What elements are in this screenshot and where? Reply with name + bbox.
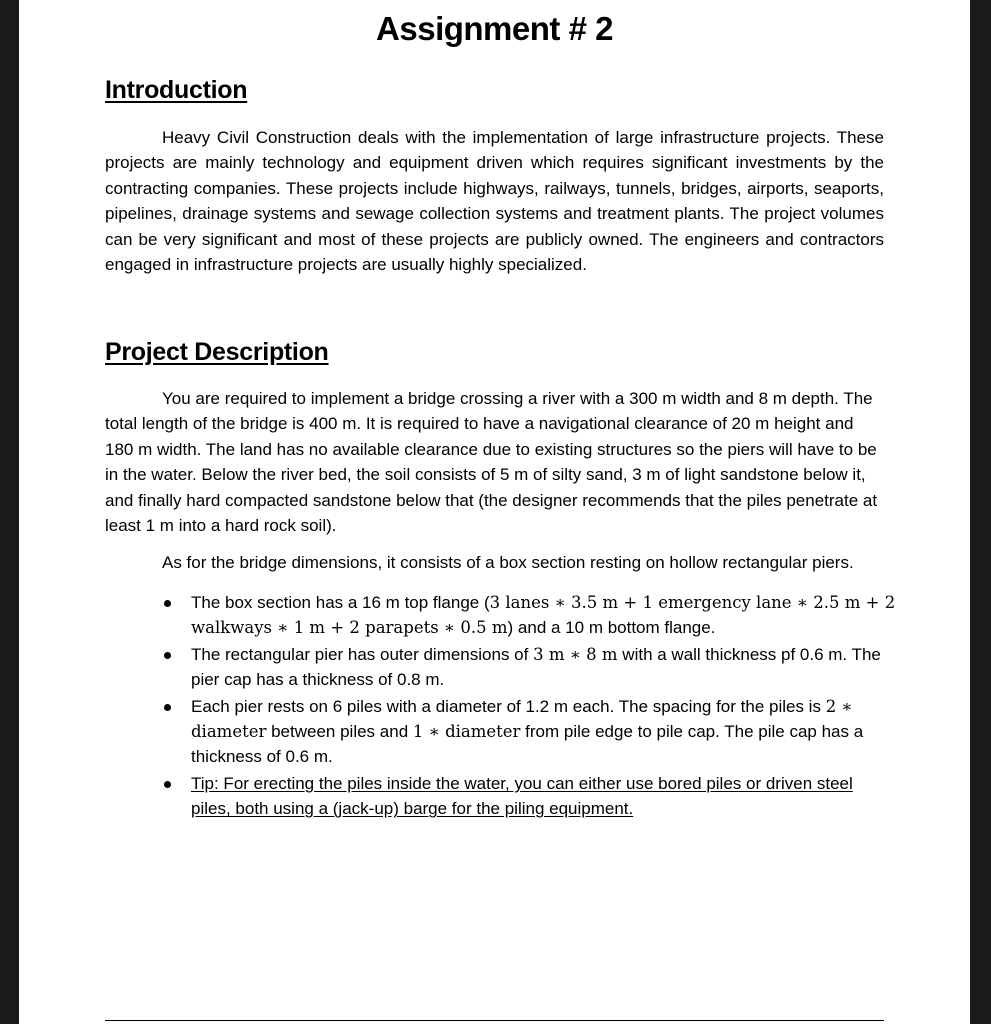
piles-text-middle: between piles and xyxy=(266,722,413,742)
project-description-paragraph: You are required to implement a bridge crossing a river with a 300 m width and 8 m depth. The total length of the bridge is 400 m. It is required to have a navigational clearance of 20 m height and 180 m width. The land has no available clearance due to existing structures so the piers will have to be in the water. Below the river bed, the soil consists of 5 m of silty sand, 3 m of light sandstone below it, and finally hard compacted sandstone below that (the designer recommends that the piles penetrate at least 1 m into a hard rock soil). xyxy=(105,389,878,536)
piles-text-end: from pile edge to pile cap. The pile cap has a thickness of 0.6 m. xyxy=(191,722,864,767)
project-description-heading: Project Description xyxy=(105,338,329,366)
viewer-right-border xyxy=(970,0,991,1024)
bridge-dimensions-intro: As for the bridge dimensions, it consists of a box section resting on hollow rectangular piers. xyxy=(162,553,854,572)
pier-dimensions-equation: 3 m ∗ 8 m xyxy=(533,644,618,664)
list-item-tip xyxy=(162,771,897,822)
footer-divider xyxy=(105,1020,884,1021)
piling-tip-text: Tip: For erecting the piles inside the water, you can either use bored piles or driven steel piles, both using a (jack-up) barge for the piling equipment. xyxy=(191,773,853,819)
viewer-left-border xyxy=(0,0,19,1024)
pier-text-start: The rectangular pier has outer dimensions of xyxy=(191,644,534,664)
bullet-icon xyxy=(164,704,171,711)
list-item-piles xyxy=(162,694,897,770)
document-title: Assignment # 2 xyxy=(376,10,613,47)
piles-text-start: Each pier rests on 6 piles with a diameter of 1.2 m each. The spacing for the piles is xyxy=(191,696,826,716)
bullet-icon xyxy=(164,781,171,788)
list-item-box-section xyxy=(162,590,897,641)
bullet-icon xyxy=(164,652,171,659)
box-section-equation: 3 lanes ∗ 3.5 m + 1 emergency lane ∗ 2.5 m + 2 walkways ∗ 1 m + 2 parapets ∗ 0.5 m xyxy=(191,593,896,638)
pile-edge-equation: 1 ∗ diameter xyxy=(412,722,521,742)
introduction-heading: Introduction xyxy=(105,76,248,104)
pile-spacing-equation: 2 ∗ diameter xyxy=(191,696,853,742)
introduction-paragraph: Heavy Civil Construction deals with the implementation of large infrastructure projects. These projects are mainly technology and equipment driven which requires significant investments by the contracting companies. These projects include highways, railways, tunnels, bridges, airports, seaports, pipelines, drainage systems and sewage collection systems and treatment plants. The project volumes can be very significant and most of these projects are publicly owned. The engineers and contractors engaged in infrastructure projects are usually highly specialized. xyxy=(105,128,884,275)
list-item-rectangular-pier xyxy=(162,642,897,693)
pier-text-end: with a wall thickness pf 0.6 m. The pier cap has a thickness of 0.8 m. xyxy=(191,644,881,690)
box-section-text-end: ) and a 10 m bottom flange. xyxy=(507,618,716,638)
document-page xyxy=(19,0,970,1024)
box-section-text-start: The box section has a 16 m top flange ( xyxy=(191,593,490,612)
bullet-icon xyxy=(164,600,171,607)
bridge-dimensions-list xyxy=(162,590,897,823)
